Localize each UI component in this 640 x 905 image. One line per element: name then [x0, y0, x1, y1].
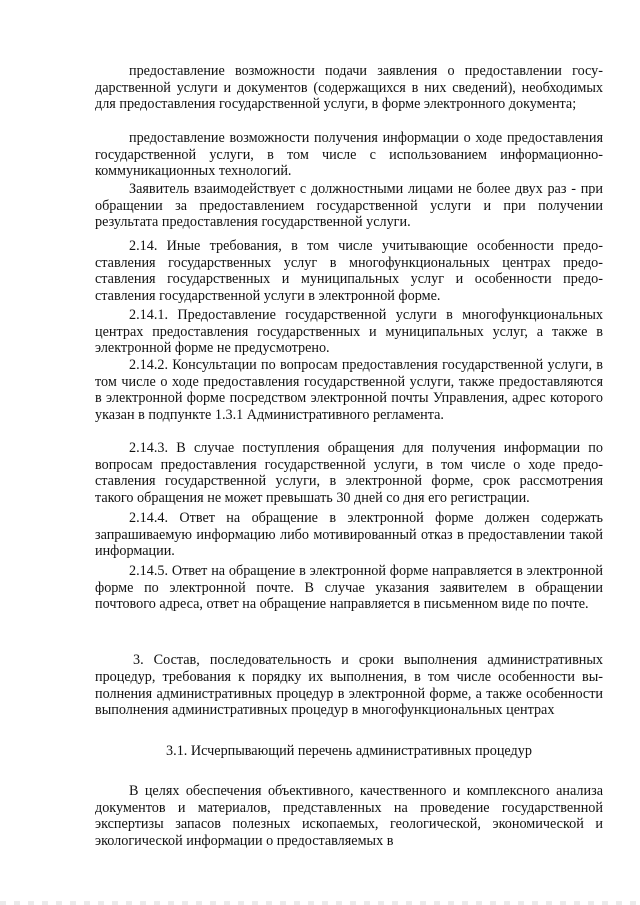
- paragraph-closing: В целях обеспечения объективного, качественного и комплексного анализа документов и материалов, представленных на проведение государственной экспертизы запасов полезных ископаемых, геологической, экономической и экологической информации о предоставляемых в: [95, 783, 603, 849]
- paragraph-2-14: 2.14. Иные требования, в том числе учитывающие особенности предоставления государственных услуг в многофункциональных центрах предоставления государственных и муниципальных услуг и особенности предоставления государственной услуги в электронной форме.: [95, 238, 603, 304]
- paragraph-2-14-1: 2.14.1. Предоставление государственной услуги в многофункциональных центрах предоставления государственных и муниципальных услуг, а также в электронной форме не предусмотрено.: [95, 307, 603, 357]
- scan-edge-artifact: [0, 901, 640, 905]
- paragraph-applicant-interaction: Заявитель взаимодействует с должностными лицами не более двух раз - при обращении за предоставлением государственной услуги и при получении результата предоставления государственной услуги.: [95, 181, 603, 231]
- paragraph-2-14-4: 2.14.4. Ответ на обращение в электронной форме должен содержать запрашиваемую информацию либо мотивированный отказ в предоставлении такой информации.: [95, 510, 603, 560]
- paragraph-electronic-submission: предоставление возможности подачи заявления о предоставлении государственной услуги и документов (содержащихся в них сведений), необходимых для предоставления государственной услуги, в форме электронного документа;: [95, 63, 603, 113]
- paragraph-status-information: предоставление возможности получения информации о ходе предоставления государственной услуги, в том числе с использованием информационно-коммуникационных технологий.: [95, 130, 603, 180]
- section-heading-3: 3. Состав, последовательность и сроки выполнения административных процедур, требования к порядку их выполнения, в том числе особенности выполнения административных процедур в электронной форме, а также особенности выполнения административных процедур в многофункциональных центрах: [95, 652, 603, 719]
- subsection-heading-3-1: 3.1. Исчерпывающий перечень административных процедур: [166, 743, 532, 759]
- paragraph-2-14-3: 2.14.3. В случае поступления обращения для получения информации по вопросам предоставления государственной услуги, в том числе о ходе предоставления государственной услуги, в электронной форме, срок рассмотрения такого обращения не может превышать 30 дней со дня его регистрации.: [95, 440, 603, 506]
- paragraph-2-14-5: 2.14.5. Ответ на обращение в электронной форме направляется в электронной форме по электронной почте. В случае указания заявителем в обращении почтового адреса, ответ на обращение направляется в письменном виде по почте.: [95, 563, 603, 613]
- paragraph-2-14-2: 2.14.2. Консультации по вопросам предоставления государственной услуги, в том числе о ходе предоставления государственной услуги, также предоставляются в электронной форме посредством электронной почты Управления, адрес которого указан в подпункте 1.3.1 Административного регламента.: [95, 357, 603, 423]
